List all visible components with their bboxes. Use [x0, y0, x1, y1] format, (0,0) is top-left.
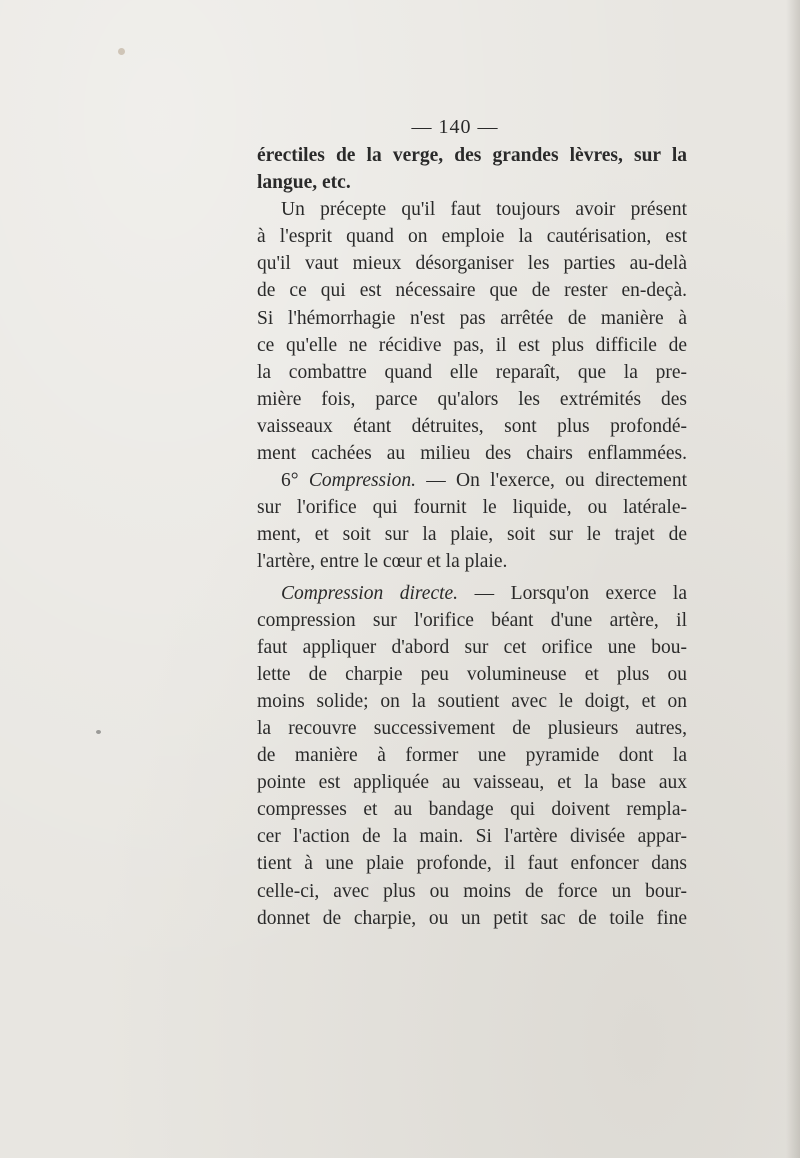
text-line: cer l'action de la main. Si l'artère divisée appar- — [257, 826, 687, 848]
section-heading: Compression directe. — [281, 582, 459, 604]
text-line: Si l'hémorrhagie n'est pas arrêtée de manière à — [257, 307, 687, 329]
text-line: qu'il vaut mieux désorganiser les parties au-delà — [257, 253, 687, 275]
text-line: donnet de charpie, ou un petit sac de toile fine — [257, 907, 687, 929]
text-line: faut appliquer d'abord sur cet orifice une bou- — [257, 636, 687, 658]
page-number: — 140 — — [411, 116, 499, 138]
body-text — [257, 142, 687, 932]
text-line: Un précepte qu'il faut toujours avoir présent — [281, 199, 687, 221]
text-line: de manière à former une pyramide dont la — [257, 745, 687, 767]
text-line: ment, et soit sur la plaie, soit sur le trajet de — [257, 524, 687, 546]
text-line: sur l'orifice qui fournit le liquide, ou latérale- — [257, 497, 687, 519]
text-line: compression sur l'orifice béant d'une artère, il — [257, 609, 687, 631]
text-line: pointe est appliquée au vaisseau, et la base aux — [257, 772, 687, 794]
text-line: mière fois, parce qu'alors les extrémités des — [257, 388, 687, 410]
heading-prefix: 6° — [281, 470, 309, 492]
text-line: de ce qui est nécessaire que de rester en-deçà. — [257, 280, 687, 302]
text-line: ce qu'elle ne récidive pas, il est plus difficile de — [257, 334, 687, 356]
section-heading: Compression. — [308, 470, 416, 492]
text-line: compresses et au bandage qui doivent rempla- — [257, 799, 687, 821]
text-line: lette de charpie peu volumineuse et plus ou — [257, 663, 687, 685]
text-line: la recouvre successivement de plusieurs autres, — [257, 717, 687, 739]
section-heading-line — [257, 580, 687, 607]
section-heading-line — [257, 467, 687, 494]
text-line: vaisseaux étant détruites, sont plus profondé- — [257, 415, 687, 437]
text-line: moins solide; on la soutient avec le doigt, et on — [257, 690, 687, 712]
heading-line-rest: — Lorsqu'on exerce la — [458, 582, 687, 604]
page-edge-shadow — [786, 0, 800, 1158]
paper-speck — [118, 48, 125, 55]
text-line: l'artère, entre le cœur et la plaie. — [257, 551, 508, 573]
text-line: tient à une plaie profonde, il faut enfoncer dans — [257, 853, 687, 875]
text-line: à l'esprit quand on emploie la cautérisation, est — [257, 226, 687, 248]
heading-line-rest: — On l'exerce, ou directement — [415, 470, 687, 492]
text-line: ment cachées au milieu des chairs enflammées. — [257, 443, 687, 465]
text-line: la combattre quand elle reparaît, que la pre- — [257, 361, 687, 383]
text-line: celle-ci, avec plus ou moins de force un bour- — [257, 880, 687, 902]
text-line: langue, etc. — [257, 172, 351, 194]
text-line: érectiles de la verge, des grandes lèvres, sur la — [257, 145, 687, 166]
paper-speck — [96, 730, 101, 734]
